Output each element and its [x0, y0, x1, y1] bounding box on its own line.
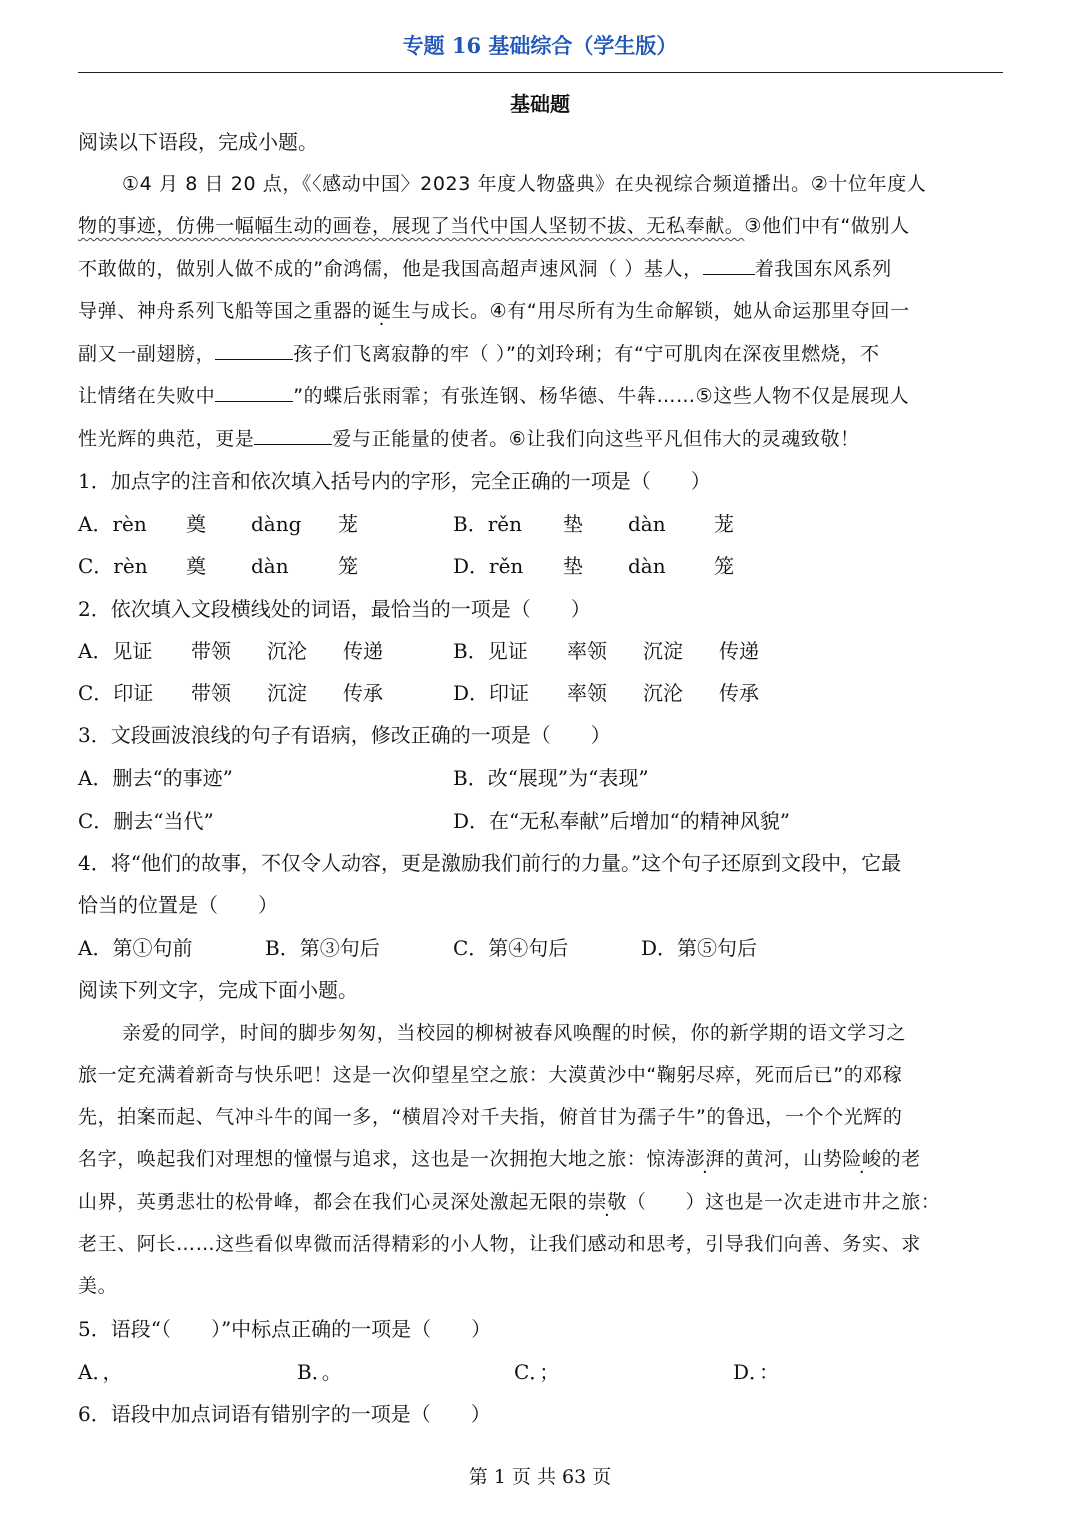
passage1-line — [78, 298, 910, 324]
passage1-intro: 阅读以下语段，完成小题。 — [78, 130, 318, 154]
question-6-stem: 6．语段中加点词语有错别字的一项是（ ） — [78, 1402, 491, 1426]
q1-option-c-char: 奠 — [186, 554, 206, 578]
passage1-line — [78, 426, 860, 452]
question-3-stem: 3．文段画波浪线的句子有语病，修改正确的一项是（ ） — [78, 723, 611, 747]
fill-blank — [703, 256, 755, 275]
q4-option-d: D．第⑤句后 — [641, 936, 758, 960]
passage1-text: 生与成长。④有“用尽所有为生命解锁，她从命运那里夺回一 — [391, 300, 910, 322]
q1-option-d-char: 垫 — [563, 554, 583, 578]
passage1-text: 不敢做的，做别人做不成的”俞鸿儒，他是我国高超声速风洞（ ）基人， — [78, 258, 703, 280]
q2-option-d: D．印证 — [453, 681, 530, 705]
passage1-text: 爱与正能量的使者。⑥让我们向这些平凡但伟大的灵魂致敬！ — [332, 428, 860, 450]
q5-option-a: A．， — [78, 1360, 123, 1384]
q2-option-b: B．见证 — [453, 639, 528, 663]
passage2-line: 老王、阿长……这些看似卑微而活得精彩的小人物，让我们感动和思考，引导我们向善、务实、求 — [78, 1233, 921, 1255]
passage2-line: 亲爱的同学，时间的脚步匆匆，当校园的柳树被春风唤醒的时候，你的新学期的语文学习之 — [122, 1022, 907, 1044]
passage1-line — [78, 256, 892, 282]
q4-option-a: A．第①句前 — [78, 936, 193, 960]
passage2-line — [78, 1189, 940, 1215]
question-4-stem: 4．将“他们的故事，不仅令人动容，更是激励我们前行的力量。”这个句子还原到文段中，它最 — [78, 851, 902, 875]
q2-option-c-word3: 沉淀 — [267, 681, 307, 705]
document-header-title: 专题 16 基础综合（学生版） — [402, 33, 678, 58]
passage1-text: 副又一副翅膀， — [78, 343, 216, 365]
header-divider — [78, 72, 1003, 73]
q2-option-c-word2: 带领 — [191, 681, 231, 705]
q5-option-b: B．。 — [297, 1360, 342, 1384]
question-1-stem: 1．加点字的注音和依次填入括号内的字形，完全正确的一项是（ ） — [78, 469, 711, 493]
question-4-stem-cont: 恰当的位置是（ ） — [78, 893, 278, 917]
q1-option-a-char2: 茏 — [338, 512, 358, 536]
passage2-line: 美。 — [78, 1275, 118, 1297]
q1-option-d: D．rěn — [453, 554, 524, 578]
q3-option-d: D．在“无私奉献”后增加“的精神风貌” — [453, 809, 790, 833]
q1-option-d-pinyin: dàn — [628, 554, 666, 578]
passage1-text: 孩子们飞离寂静的牢（ ）”的刘玲琍；有“宁可肌肉在深夜里燃烧，不 — [293, 343, 880, 365]
passage1-text: ”的蝶后张雨霏；有张连钢、杨华德、牛犇……⑤这些人物不仅是展现人 — [293, 385, 910, 407]
passage2-text: 山界，英勇悲壮的松骨峰，都会在我们心灵深处激起无限的 — [78, 1191, 588, 1213]
q1-option-a: A．rèn — [78, 512, 147, 536]
passage1-text: 让情绪在失败中 — [78, 385, 216, 407]
q1-option-d-char2: 笼 — [714, 554, 734, 578]
q5-option-c: C．； — [514, 1360, 560, 1384]
q1-option-c: C．rèn — [78, 554, 148, 578]
dotted-character: 诞 — [372, 300, 392, 322]
passage2-line: 旅一定充满着新奇与快乐吧！这是一次仰望星空之旅：大漠黄沙中“鞠躬尽瘁，死而后已”的邓稼 — [78, 1064, 903, 1086]
q2-option-a: A．见证 — [78, 639, 153, 663]
passage2-intro: 阅读下列文字，完成下面小题。 — [78, 978, 358, 1002]
q2-option-c: C．印证 — [78, 681, 154, 705]
q2-option-c-word4: 传承 — [343, 681, 383, 705]
passage1-text: 性光辉的典范，更是 — [78, 428, 255, 450]
q1-option-a-pinyin: dàng — [251, 512, 302, 536]
passage2-text: （ ）这也是一次走进市井之旅： — [626, 1191, 941, 1213]
q4-option-c: C．第④句后 — [453, 936, 569, 960]
q2-option-b-word3: 沉淀 — [643, 639, 683, 663]
q3-option-b: B．改“展现”为“表现” — [453, 766, 649, 790]
wavy-underlined-sentence: 物的事迹，仿佛一幅幅生动的画卷，展现了当代中国人坚韧不拔、无私奉献。 — [78, 215, 745, 237]
passage1-line — [78, 213, 910, 239]
passage1-line: ①4 月 8 日 20 点，《〈感动中国〉2023 年度人物盛典》在央视综合频道播出。②十位年度人 — [122, 173, 927, 195]
q5-option-d: D．： — [733, 1360, 780, 1384]
q1-option-a-char: 奠 — [186, 512, 206, 536]
q1-option-b-char: 垫 — [563, 512, 583, 536]
q2-option-a-word2: 带领 — [191, 639, 231, 663]
passage2-line: 先，拍案而起、气冲斗牛的闻一多，“横眉冷对千夫指，俯首甘为孺子牛”的鲁迅，一个个光辉的 — [78, 1106, 903, 1128]
q2-option-b-word2: 率领 — [567, 639, 607, 663]
q1-option-c-pinyin: dàn — [251, 554, 289, 578]
q3-option-c: C．删去“当代” — [78, 809, 214, 833]
q1-option-b-char2: 茏 — [714, 512, 734, 536]
dotted-word: 澎湃 — [685, 1148, 725, 1170]
passage1-line — [78, 341, 880, 367]
section-title: 基础题 — [510, 92, 570, 116]
q2-option-d-word2: 率领 — [567, 681, 607, 705]
dotted-word: 崇敬 — [587, 1191, 627, 1213]
q2-option-d-word3: 沉沦 — [643, 681, 683, 705]
passage1-text: 着我国东风系列 — [754, 258, 892, 280]
passage2-line — [78, 1146, 921, 1172]
fill-blank — [254, 426, 332, 445]
fill-blank — [215, 383, 293, 402]
question-5-stem: 5．语段“（ ）”中标点正确的一项是（ ） — [78, 1317, 492, 1341]
passage1-line — [78, 383, 909, 409]
fill-blank — [215, 341, 293, 360]
q2-option-a-word3: 沉沦 — [267, 639, 307, 663]
q2-option-a-word4: 传递 — [343, 639, 383, 663]
q1-option-b-pinyin: dàn — [628, 512, 666, 536]
passage2-text: 名字，唤起我们对理想的憧憬与追求，这也是一次拥抱大地之旅：惊涛 — [78, 1148, 686, 1170]
q3-option-a: A．删去“的事迹” — [78, 766, 233, 790]
dotted-word: 险峻 — [842, 1148, 882, 1170]
passage1-text: 导弹、神舟系列飞船等国之重器的 — [78, 300, 373, 322]
page-number: 第 1 页 共 63 页 — [468, 1466, 612, 1488]
q4-option-b: B．第③句后 — [265, 936, 380, 960]
passage2-text: 的黄河，山势 — [724, 1148, 843, 1170]
q2-option-b-word4: 传递 — [719, 639, 759, 663]
passage2-text: 的老 — [881, 1148, 921, 1170]
q2-option-d-word4: 传承 — [719, 681, 759, 705]
passage1-text: ③他们中有“做别人 — [744, 215, 910, 237]
q1-option-c-char2: 笼 — [338, 554, 358, 578]
q1-option-b: B．rěn — [453, 512, 522, 536]
question-2-stem: 2．依次填入文段横线处的词语，最恰当的一项是（ ） — [78, 597, 591, 621]
